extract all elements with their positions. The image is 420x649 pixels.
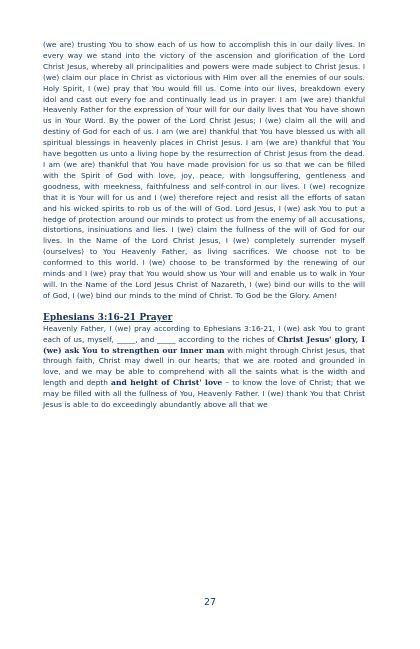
paragraph-text: with might through Christ Jesus, that through faith, Christ may dwell in our hearts; that we are rooted and grounded in love, and we may be able to comprehend with all the saints what is the width and length and depth (43, 345, 365, 388)
ephesians-prayer-paragraph (43, 324, 365, 411)
paragraph-text: Heavenly Father, I (we) pray according to Ephesians 3:16-21, I (we) ask You to grant each of us, myself, _____, and _____ according to the riches of (43, 323, 365, 344)
bold-phrase: Christ Jesus' glory, I (we) ask You to strengthen our inner man (43, 334, 365, 355)
prayer-paragraph: (we are) trusting You to show each of us how to accomplish this in our daily lives. In every way we stand into the victory of the ascension and glorification of the Lord Christ Jesus, whereby all principalities and powers were made subject to Christ Jesus. I (we) claim our place in Christ as victorious with Him over all the enemies of our souls. Holy Spirit, I (we) pray that You would fill us. Come into our lives, breakdown every idol and cast out every foe and continually lead us in prayer. I am (we are) thankful Heavenly Father for the expression of Your will for our daily lives that You have shown us in Your Word. By the power of the Lord Christ Jesus; I (we) claim all the will and destiny of God for each of us. I am (we are) thankful that You have blessed us with all spiritual blessings in heavenly places in Christ Jesus. I am (we are) thankful that You have begotten us unto a living hope by the resurrection of Christ Jesus from the dead. I am (we are) thankful that You have made provision for us so that we can be filled with the Spirit of God with love, joy, peace, with longsuffering, gentleness and goodness, with meekness, faithfulness and self-control in our lives. I (we) recognize that it is Your will for us and I (we) therefore reject and resist all the efforts of satan and his wicked spirits to rob us of the will of God. Lord Jesus, I (we) ask You to put a hedge of protection around our minds to protect us from the enemy of all accusations, distortions, insinuations and lies. I (we) claim the fullness of the will of God for our lives. In the Name of the Lord Christ Jesus, I (we) completely surrender myself (ourselves) to You Heavenly Father, as living sacrifices. We choose not to be conformed to this world. I (we) choose to be transformed by the renewing of our minds and I (we) pray that You would show us Your will and enable us to walk in Your will. In the Name of the Lord Jesus Christ of Nazareth, I (we) bind our wills to the will of God, I (we) bind our minds to the mind of Christ. To God be the Glory. Amen! (43, 40, 365, 300)
section-heading: Ephesians 3:16-21 Prayer (43, 312, 173, 323)
page-content (43, 40, 365, 411)
paragraph-text: – to know the love of Christ; that we may be filled with all the fullness of You, Heavenly Father. I (we) thank You that Christ Jesus is able to do exceedingly abundantly above all that we (43, 378, 365, 410)
bold-phrase: and height of Christ' love (111, 378, 223, 388)
page-number: 27 (203, 597, 217, 608)
